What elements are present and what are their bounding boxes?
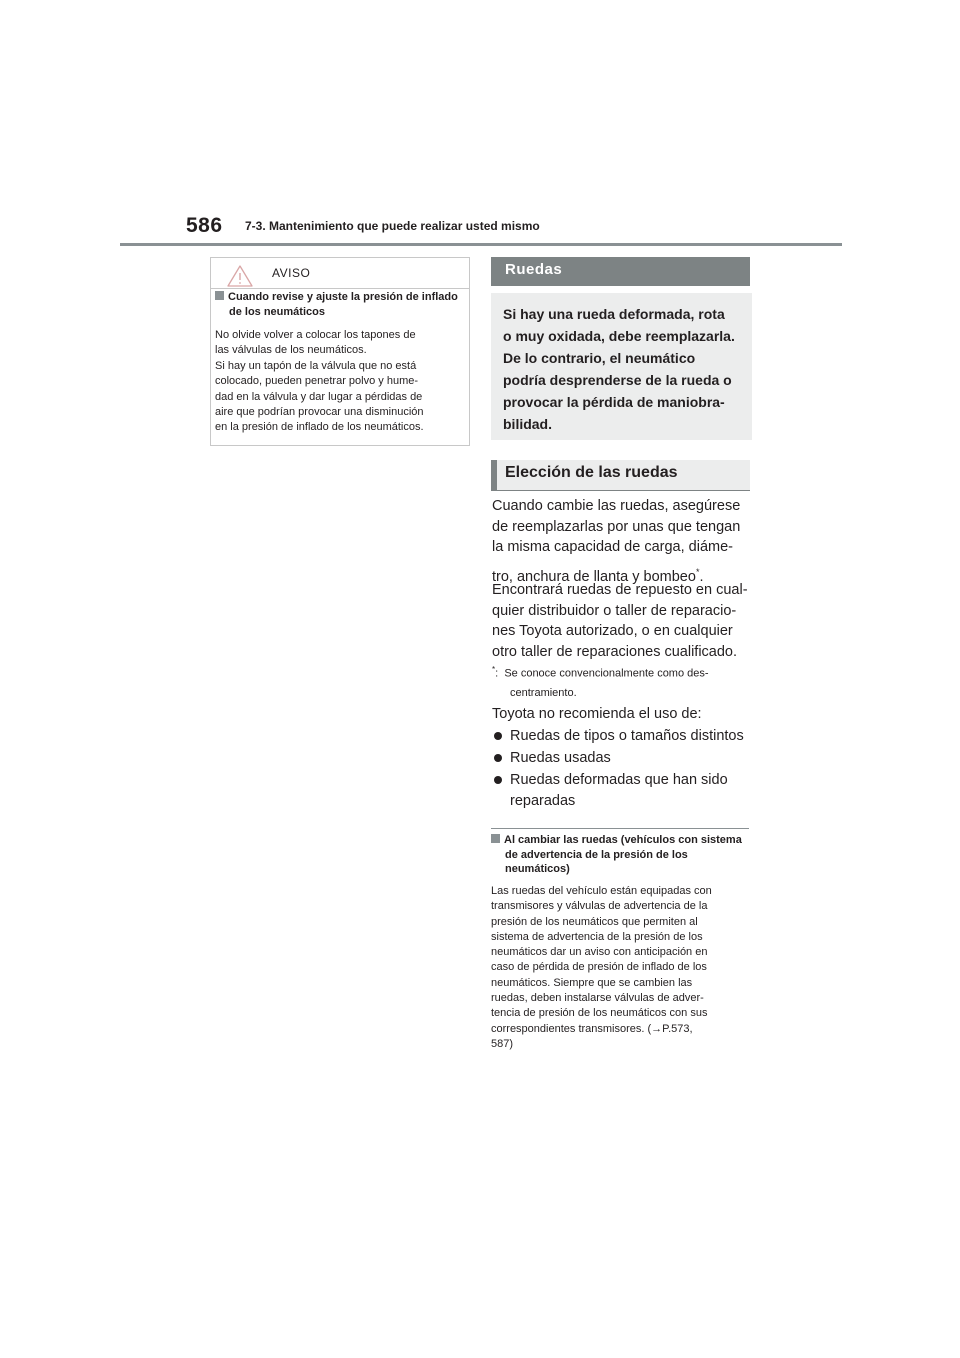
section-title: Ruedas <box>505 261 563 278</box>
warning-text-line: las válvulas de los neumáticos. <box>215 344 367 357</box>
info-text-line: Las ruedas del vehículo están equipadas con <box>491 885 712 897</box>
bullet-item: Ruedas deformadas que han sido reparadas <box>492 770 754 811</box>
paragraph-line: Cuando cambie las ruedas, asegúrese <box>492 498 741 514</box>
subsection-tab <box>491 460 497 490</box>
warning-text-line: colocado, pueden penetrar polvo y hume- <box>215 375 419 388</box>
warning-text-line: en la presión de inflado de los neumáticos. <box>215 421 424 434</box>
warning-text-line: No olvide volver a colocar los tapones de <box>215 329 416 341</box>
warning-box <box>210 257 470 446</box>
subsection-title: Elección de las ruedas <box>505 464 678 481</box>
info-text-line: tencia de presión de los neumáticos con sus <box>491 1007 708 1020</box>
info-text-line: sistema de advertencia de la presión de los <box>491 930 703 943</box>
callout-line: o muy oxidada, debe reemplazarla. <box>503 328 735 344</box>
warning-title: AVISO <box>272 266 311 280</box>
info-rule <box>491 828 749 829</box>
section-band <box>491 257 750 286</box>
warning-item-title-text: Cuando revise y ajuste la presión de inflado de los neumáticos <box>228 291 458 318</box>
warning-header <box>211 258 469 288</box>
info-text-line: neumáticos dar un aviso con anticipación en <box>491 946 708 959</box>
info-text <box>491 884 753 1052</box>
info-text-line: caso de pérdida de presión de inflado de los <box>491 961 707 974</box>
paragraph-line: quier distribuidor o taller de reparacio- <box>492 602 737 619</box>
paragraph-line: Encontrará ruedas de repuesto en cual- <box>492 582 748 598</box>
info-title-text: Al cambiar las ruedas (vehículos con sistema de advertencia de la presión de los neumáticos) <box>504 834 742 875</box>
paragraph-line: la misma capacidad de carga, diáme- <box>492 539 733 555</box>
paragraph-1 <box>492 496 754 587</box>
paragraph-2 <box>492 580 754 662</box>
header-rule <box>120 243 842 246</box>
info-text-line: correspondientes transmisores. (→P.573, <box>491 1022 693 1035</box>
warning-text <box>215 328 467 436</box>
callout-line: Si hay una rueda deformada, rota <box>503 306 725 322</box>
footnote-text: Se conoce convencionalmente como des- <box>504 667 709 680</box>
footnote-mark: * <box>492 665 496 674</box>
square-bullet-icon <box>491 834 500 843</box>
footnote-mark: * <box>695 566 700 577</box>
bullet-item: Ruedas usadas <box>492 748 754 769</box>
paragraph-line: nes Toyota autorizado, o en cualquier <box>492 623 733 639</box>
subsection-band <box>491 460 750 490</box>
page-number: 586 <box>186 214 223 237</box>
warning-triangle-icon <box>226 264 254 288</box>
paragraph-last-text: tro, anchura de llanta y bombeo <box>492 568 696 585</box>
paragraph-line: otro taller de reparaciones cualificado. <box>492 643 738 660</box>
info-text-line: neumáticos. Siempre que se cambien las <box>491 976 693 989</box>
footnote-line <box>492 660 754 684</box>
subsection-rule <box>491 490 750 491</box>
footnote-colon: : <box>495 667 499 680</box>
paragraph-line: de reemplazarlas por unas que tengan <box>492 518 741 535</box>
callout-line: provocar la pérdida de maniobra- <box>503 394 725 410</box>
warning-text-line: aire que podrían provocar una disminución <box>215 406 424 419</box>
bullet-item: Ruedas de tipos o tamaños distintos <box>492 726 754 747</box>
not-recommended-intro: Toyota no recomienda el uso de: <box>492 706 702 722</box>
warning-text-line: Si hay un tapón de la válvula que no está <box>215 359 417 372</box>
callout-box <box>491 293 752 440</box>
warning-rule <box>211 288 469 289</box>
warning-text-line: dad en la válvula y dar lugar a pérdidas de <box>215 390 423 403</box>
info-text-line: transmisores y válvulas de advertencia de la <box>491 900 708 913</box>
paragraph-period: . <box>699 568 704 585</box>
callout-line: bilidad. <box>503 416 552 432</box>
callout-line: podría desprenderse de la rueda o <box>503 372 732 388</box>
callout-line: De lo contrario, el neumático <box>503 350 696 366</box>
info-text-line: presión de los neumáticos que permiten al <box>491 915 698 928</box>
footnote-text-cont: centramiento. <box>510 686 577 699</box>
info-text-line: 587) <box>491 1037 514 1050</box>
warning-item <box>215 290 467 436</box>
info-text-line: ruedas, deben instalarse válvulas de adver- <box>491 992 704 1005</box>
square-bullet-icon <box>215 291 224 300</box>
footnote <box>492 660 754 703</box>
section-path: 7-3. Mantenimiento que puede realizar usted mismo <box>245 219 540 233</box>
info-title <box>491 833 753 877</box>
warning-item-title <box>215 290 467 320</box>
